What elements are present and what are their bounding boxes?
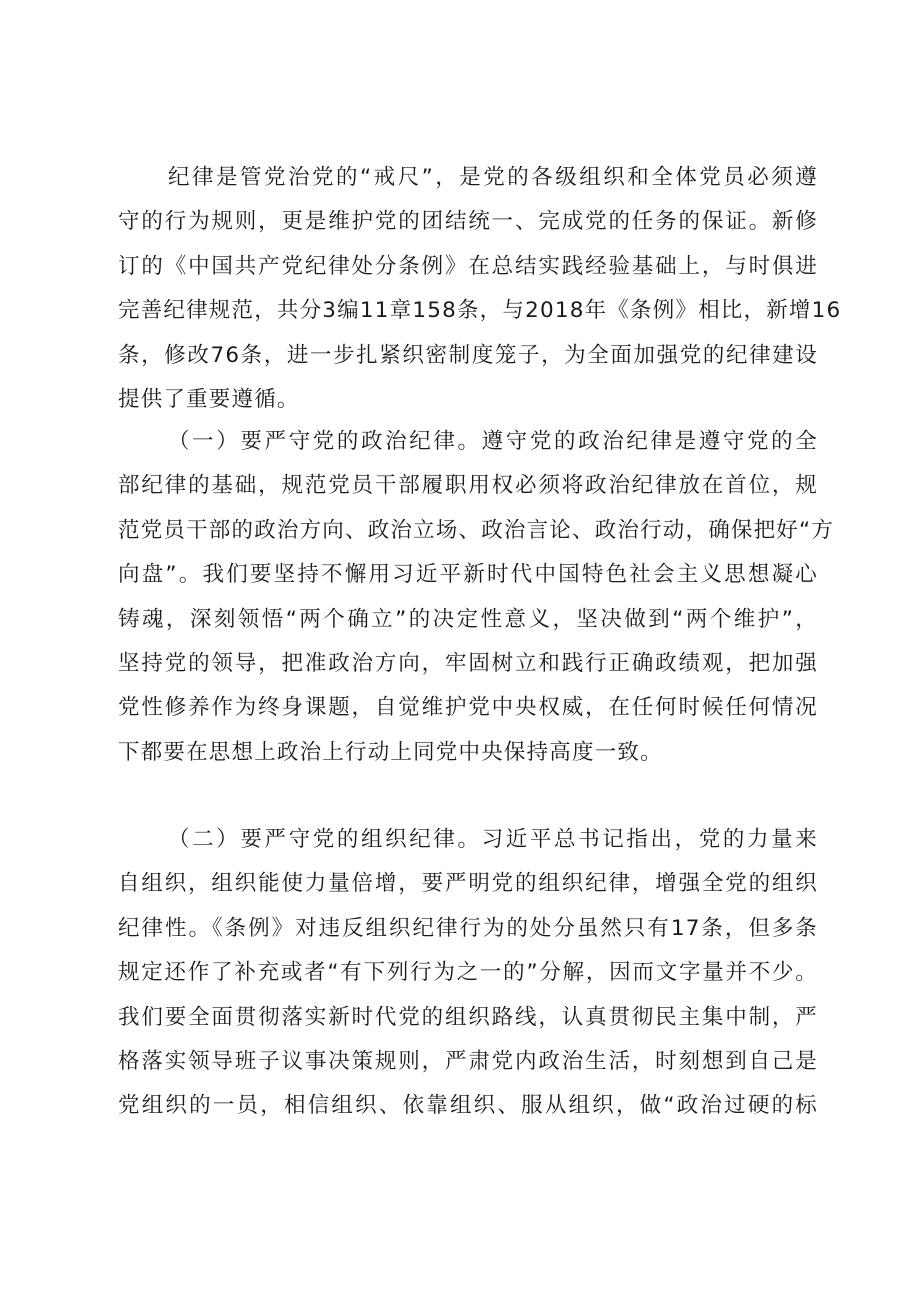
- text-line: （二）要严守党的组织纪律。习近平总书记指出，党的力量来: [168, 827, 818, 852]
- text-line: 下都要在思想上政治上行动上同党中央保持高度一致。: [118, 739, 663, 765]
- text-line: 提供了重要遵循。: [118, 386, 300, 412]
- text-line: 自组织，组织能使力量倍增，要严明党的组织纪律，增强全党的组织: [118, 871, 818, 897]
- paragraph-political-discipline: [118, 420, 835, 775]
- text-line: 部纪律的基础，规范党员干部履职用权必须将政治纪律放在首位，规: [118, 473, 818, 499]
- text-line: 我们要全面贯彻落实新时代党的组织路线，认真贯彻民主集中制，严: [118, 1004, 818, 1030]
- text-line: （一）要严守党的政治纪律。遵守党的政治纪律是遵守党的全: [168, 429, 818, 454]
- paragraph-organizational-discipline: [118, 818, 818, 1129]
- text-line: 条，修改76条，进一步扎紧织密制度笼子，为全面加强党的纪律建设: [118, 342, 818, 368]
- text-line: 向盘”。我们要坚持不懈用习近平新时代中国特色社会主义思想凝心: [118, 562, 818, 588]
- text-line: 坚持党的领导，把准政治方向，牢固树立和践行正确政绩观，把加强: [118, 650, 818, 676]
- text-line: 纪律是管党治党的“戒尺”，是党的各级组织和全体党员必须遵: [168, 165, 818, 190]
- text-line: 规定还作了补充或者“有下列行为之一的”分解，因而文字量并不少。: [118, 960, 818, 986]
- text-line: 铸魂，深刻领悟“两个确立”的决定性意义，坚决做到“两个维护”，: [118, 606, 818, 632]
- text-line: 范党员干部的政治方向、政治立场、政治言论、政治行动，确保把好“方: [118, 517, 835, 543]
- text-line: 订的《中国共产党纪律处分条例》在总结实践经验基础上，与时俱进: [118, 253, 818, 279]
- text-line: 党性修养作为终身课题，自觉维护党中央权威，在任何时候任何情况: [118, 695, 818, 721]
- text-line: 纪律性。《条例》对违反组织纪律行为的处分虽然只有17条，但多条: [118, 915, 818, 941]
- text-line: 完善纪律规范，共分3编11章158条，与2018年《条例》相比，新增16: [118, 298, 842, 324]
- paragraph-intro: [118, 156, 842, 422]
- text-line: 党组织的一员，相信组织、依靠组织、服从组织，做“政治过硬的标: [118, 1093, 818, 1119]
- text-line: 格落实领导班子议事决策规则，严肃党内政治生活，时刻想到自己是: [118, 1048, 818, 1074]
- text-line: 守的行为规则，更是维护党的团结统一、完成党的任务的保证。新修: [118, 209, 818, 235]
